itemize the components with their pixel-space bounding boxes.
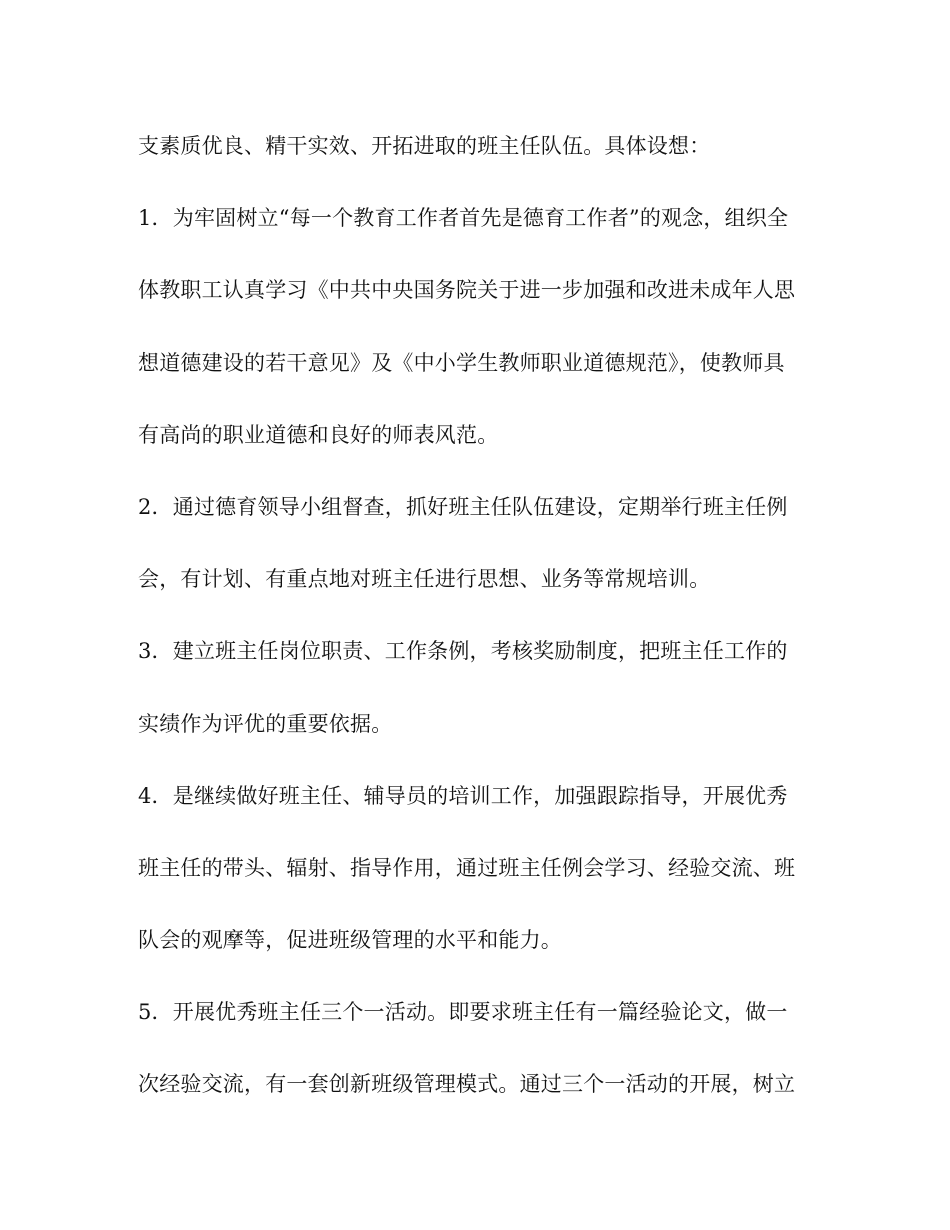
body-text-line: 1．为牢固树立“每一个教育工作者首先是德育工作者”的观念，组织全	[138, 206, 789, 231]
body-text-line: 2．通过德育领导小组督查，抓好班主任队伍建设，定期举行班主任例	[138, 494, 788, 519]
body-text-line: 4．是继续做好班主任、辅导员的培训工作，加强跟踪指导，开展优秀	[138, 783, 788, 808]
body-text-line: 班主任的带头、辐射、指导作用，通过班主任例会学习、经验交流、班	[138, 855, 796, 880]
body-text-line: 想道德建设的若干意见》及《中小学生教师职业道德规范》，使教师具	[138, 350, 785, 375]
body-text-line: 实绩作为评优的重要依据。	[138, 711, 393, 736]
body-text-line: 队会的观摩等，促进班级管理的水平和能力。	[138, 928, 562, 953]
body-text-line: 有高尚的职业道德和良好的师表风范。	[138, 422, 499, 447]
body-text-line: 会，有计划、有重点地对班主任进行思想、业务等常规培训。	[138, 567, 711, 592]
document-body	[138, 128, 828, 1139]
body-text-line: 体教职工认真学习《中共中央国务院关于进一步加强和改进未成年人思	[138, 278, 796, 303]
body-text-line: 次经验交流，有一套创新班级管理模式。通过三个一活动的开展，树立	[138, 1072, 796, 1097]
body-text-line: 支素质优良、精干实效、开拓进取的班主任队伍。具体设想：	[138, 134, 711, 158]
body-text-line: 3．建立班主任岗位职责、工作条例，考核奖励制度，把班主任工作的	[138, 639, 788, 664]
body-text-line: 5．开展优秀班主任三个一活动。即要求班主任有一篇经验论文，做一	[138, 1000, 788, 1025]
